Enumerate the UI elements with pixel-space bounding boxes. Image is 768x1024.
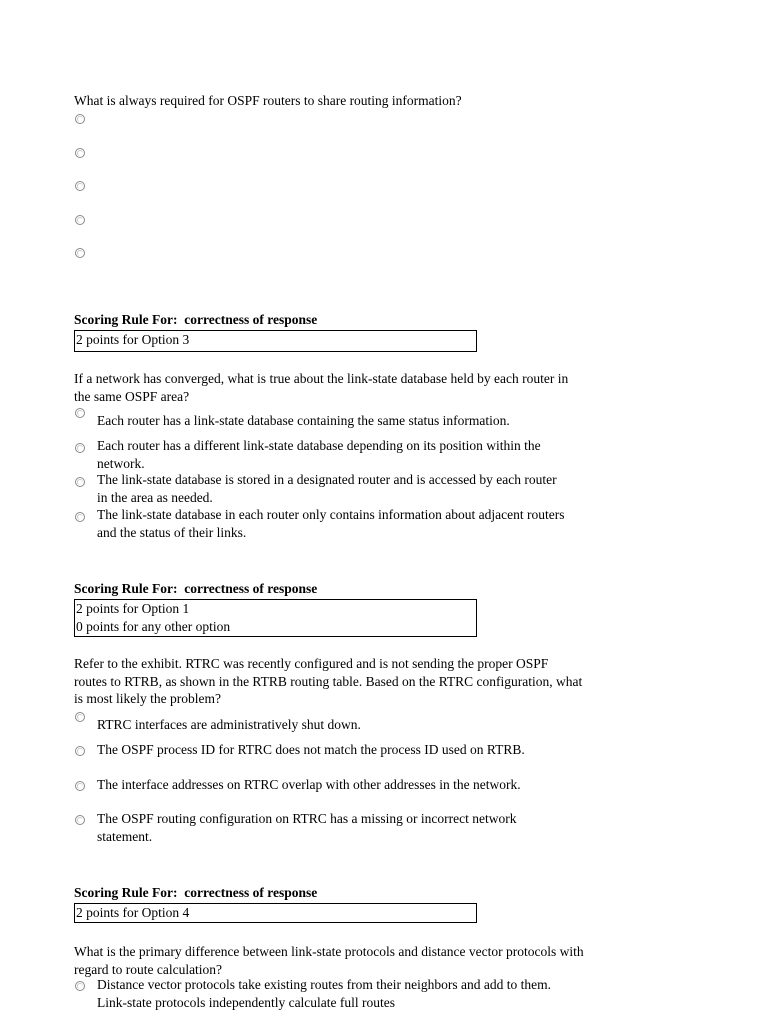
scoring-rule-2-line: 0 points for any other option [76, 618, 231, 634]
question-3-option-2-radio[interactable] [75, 746, 85, 756]
question-1-option-3-radio[interactable] [75, 181, 85, 191]
question-2-option-2-radio[interactable] [75, 443, 85, 453]
question-2-text: If a network has converged, what is true about the link-state database held by each router in the same OSPF area? [74, 371, 569, 404]
scoring-rule-3-heading: Scoring Rule For: correctness of response [74, 885, 318, 900]
question-1-option-4-radio[interactable] [75, 215, 85, 225]
question-2-option-3-label: The link-state database is stored in a designated router and is accessed by each router in the area as needed. [97, 472, 557, 505]
question-3-option-4-radio[interactable] [75, 815, 85, 825]
question-1-text: What is always required for OSPF routers to share routing information? [74, 93, 462, 108]
question-2-option-1-label: Each router has a link-state database containing the same status information. [97, 413, 510, 428]
question-4-option-1-radio[interactable] [75, 981, 85, 991]
question-4-text: What is the primary difference between link-state protocols and distance vector protocols with regard to route calculation? [74, 944, 584, 977]
scoring-rule-1-line: 2 points for Option 3 [76, 332, 190, 347]
question-3-option-3-radio[interactable] [75, 781, 85, 791]
scoring-rule-1-box [74, 330, 477, 352]
question-2-option-1-radio[interactable] [75, 408, 85, 418]
scoring-rule-2-box [74, 599, 477, 637]
question-3-text: Refer to the exhibit. RTRC was recently configured and is not sending the proper OSPF routes to RTRB, as shown in the RTRB routing table. Based on the RTRC configuration, what is most likely the problem? [74, 656, 583, 706]
question-2-option-4-label: The link-state database in each router only contains information about adjacent routers and the status of their links. [97, 507, 565, 540]
scoring-rule-3-box [74, 903, 477, 923]
scoring-rule-2-heading: Scoring Rule For: correctness of response [74, 581, 318, 596]
scoring-rule-1-heading: Scoring Rule For: correctness of response [74, 312, 318, 327]
question-1-option-2-radio[interactable] [75, 148, 85, 158]
question-1-option-5-radio[interactable] [75, 248, 85, 258]
question-1-option-1-radio[interactable] [75, 114, 85, 124]
question-2-option-3-radio[interactable] [75, 477, 85, 487]
question-3-option-3-label: The interface addresses on RTRC overlap with other addresses in the network. [97, 777, 521, 792]
question-3-option-1-label: RTRC interfaces are administratively shut down. [97, 717, 361, 732]
scoring-rule-2-line: 2 points for Option 1 [76, 601, 190, 616]
question-4-option-1-label: Distance vector protocols take existing routes from their neighbors and add to them. Link-state protocols independently calculate full routes [97, 977, 552, 1010]
question-3-option-4-label: The OSPF routing configuration on RTRC has a missing or incorrect network statement. [97, 811, 517, 844]
question-2-option-2-label: Each router has a different link-state database depending on its position within the network. [97, 438, 541, 471]
scoring-rule-3-line: 2 points for Option 4 [76, 905, 190, 920]
question-3-option-2-label: The OSPF process ID for RTRC does not match the process ID used on RTRB. [97, 742, 525, 757]
question-2-option-4-radio[interactable] [75, 512, 85, 522]
question-3-option-1-radio[interactable] [75, 712, 85, 722]
